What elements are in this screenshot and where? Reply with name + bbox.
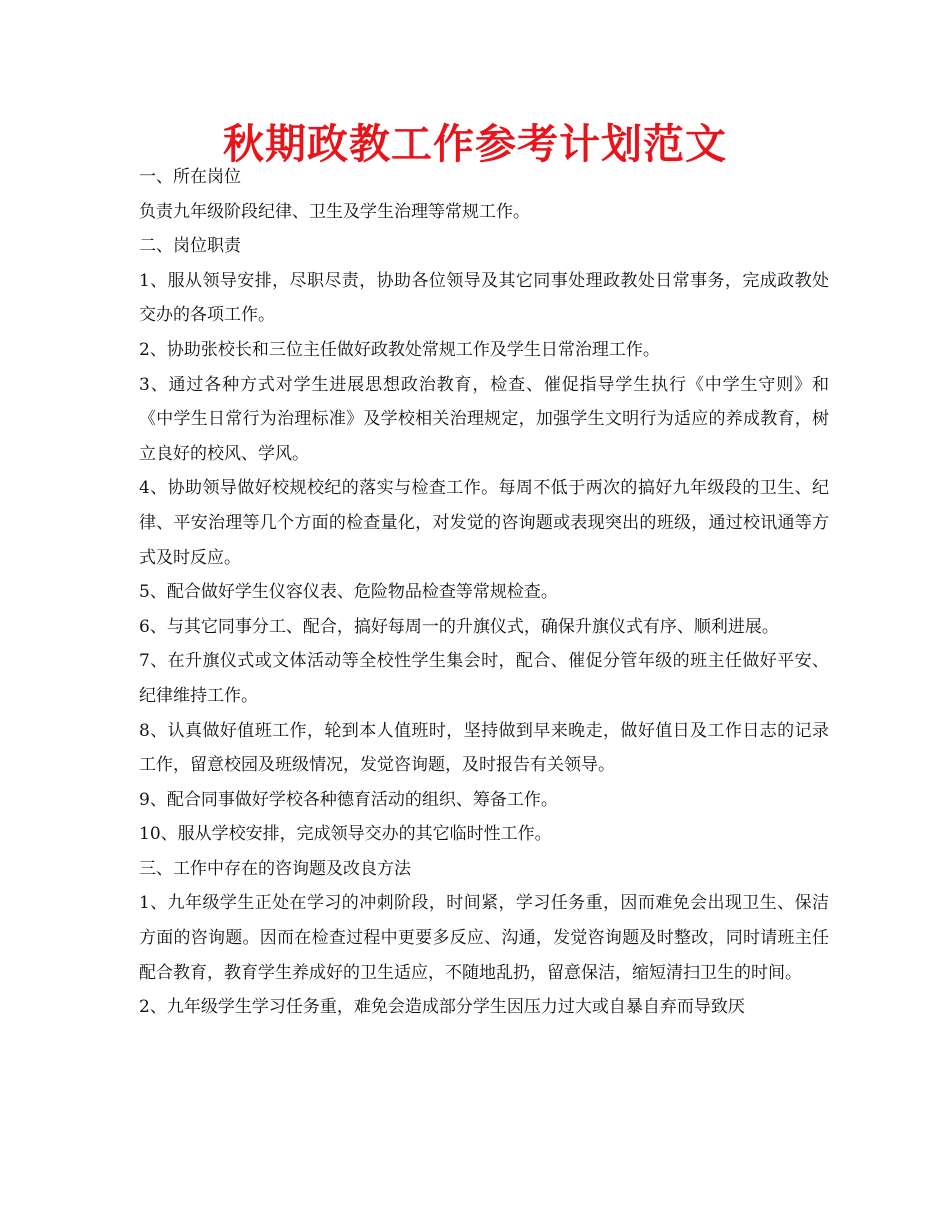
section-heading-2: 二、岗位职责 xyxy=(139,236,241,257)
paragraph: 6、与其它同事分工、配合，搞好每周一的升旗仪式，确保升旗仪式有序、顺利进展。 xyxy=(139,616,779,637)
document-body xyxy=(139,160,829,1025)
section-heading-1: 一、所在岗位 xyxy=(139,167,241,187)
paragraph: 3、通过各种方式对学生进展思想政治教育，检查、催促指导学生执行《中学生守则》和《中学生日常行为治理标准》及学校相关治理规定，加强学生文明行为适应的养成教育，树立良好的校风、学风。 xyxy=(139,374,829,464)
paragraph: 1、服从领导安排，尽职尽责，协助各位领导及其它同事处理政教处日常事务，完成政教处交办的各项工作。 xyxy=(139,270,829,326)
paragraph: 9、配合同事做好学校各种德育活动的组织、筹备工作。 xyxy=(139,789,558,810)
paragraph: 1、九年级学生正处在学习的冲刺阶段，时间紧，学习任务重，因而难免会出现卫生、保洁方面的咨询题。因而在检查过程中更要多反应、沟通，发觉咨询题及时整改，同时请班主任配合教育，教育学生养成好的卫生适应，不随地乱扔，留意保洁，缩短清扫卫生的时间。 xyxy=(139,893,829,983)
paragraph: 2、九年级学生学习任务重，难免会造成部分学生因压力过大或自暴自弃而导致厌 xyxy=(139,997,745,1018)
paragraph: 负责九年级阶段纪律、卫生及学生治理等常规工作。 xyxy=(139,201,530,222)
paragraph: 8、认真做好值班工作，轮到本人值班时，坚持做到早来晚走，做好值日及工作日志的记录工作，留意校园及班级情况，发觉咨询题，及时报告有关领导。 xyxy=(139,720,829,776)
paragraph: 7、在升旗仪式或文体活动等全校性学生集会时，配合、催促分管年级的班主任做好平安、纪律维持工作。 xyxy=(139,651,829,706)
paragraph: 5、配合做好学生仪容仪表、危险物品检查等常规检查。 xyxy=(139,582,558,603)
paragraph: 4、协助领导做好校规校纪的落实与检查工作。每周不低于两次的搞好九年级段的卫生、纪律、平安治理等几个方面的检查量化，对发觉的咨询题或表现突出的班级，通过校讯通等方式及时反应。 xyxy=(139,478,829,568)
paragraph: 2、协助张校长和三位主任做好政教处常规工作及学生日常治理工作。 xyxy=(139,339,660,360)
document-title: 秋期政教工作参考计划范文 xyxy=(223,120,727,168)
section-heading-3: 三、工作中存在的咨询题及改良方法 xyxy=(139,858,411,879)
paragraph: 10、服从学校安排，完成领导交办的其它临时性工作。 xyxy=(139,824,552,845)
